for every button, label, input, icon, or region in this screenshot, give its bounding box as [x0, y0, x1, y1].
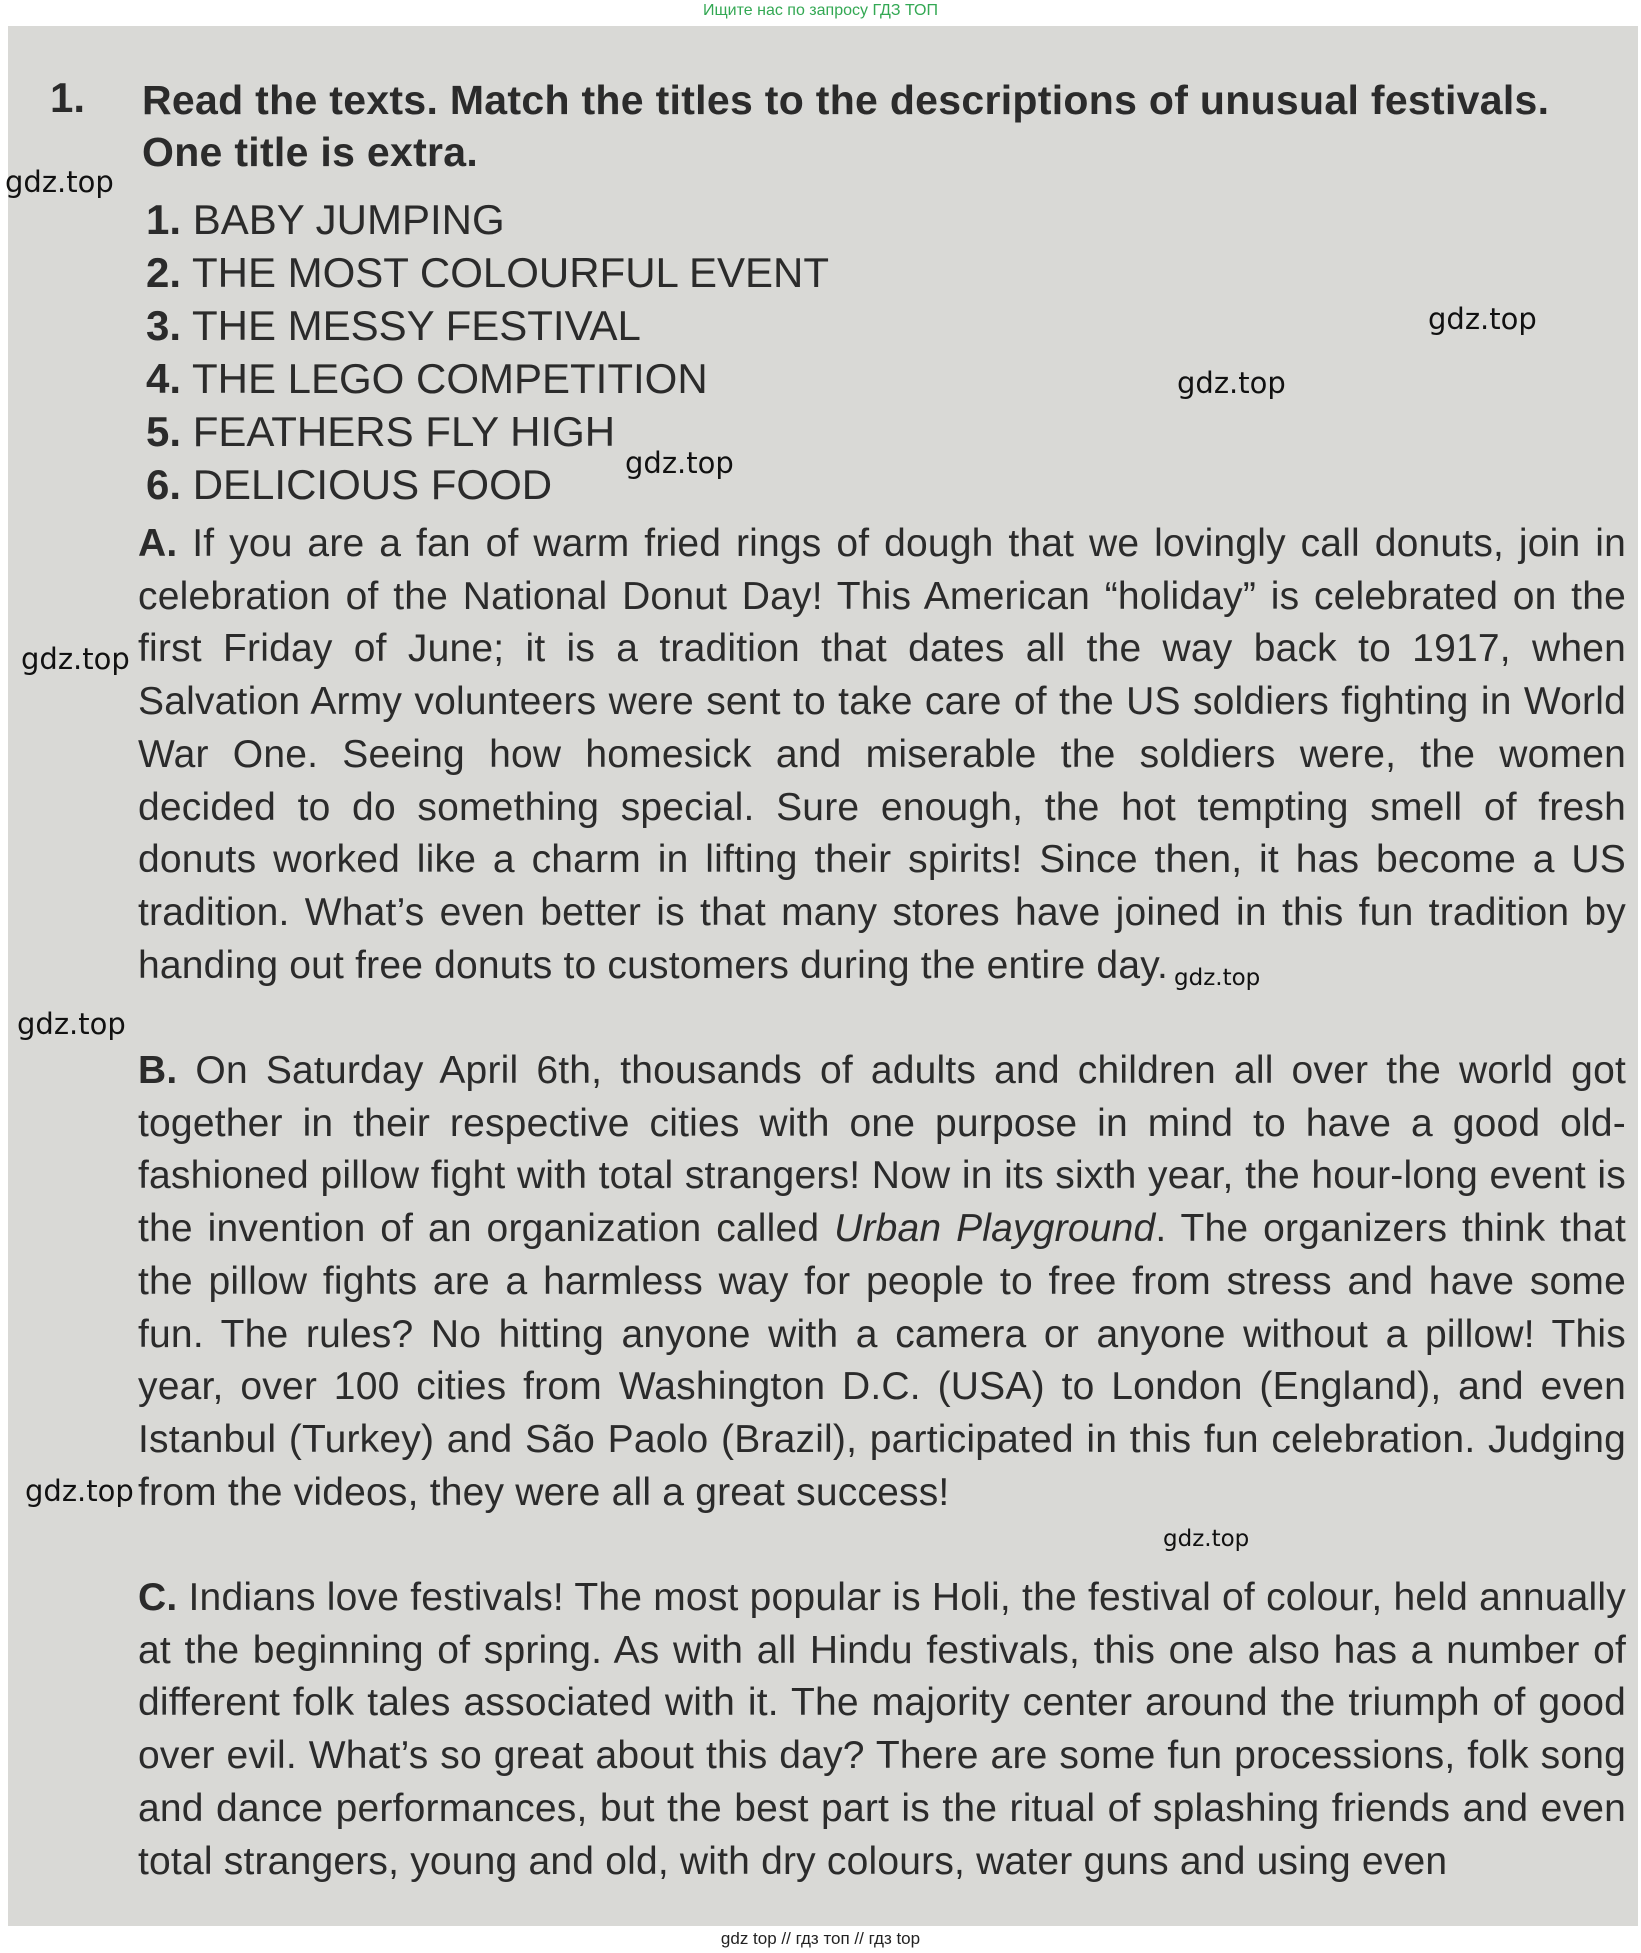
- text-b-organization: Urban Playground: [834, 1207, 1156, 1251]
- text-a-body: If you are a fan of warm fried rings of dough that we lovingly call donuts, join in celebration of the National Donut Day! This American “holiday” is celebrated on the first Friday of June; it is a tradition that dates all the way back to 1917, when Salvation Army volunteers were sent to take care of the US soldiers fighting in World War One. Seeing how homesick and miserable the soldiers were, the women decided to do something special. Sure enough, the hot tempting smell of fresh donuts worked like a charm in lifting their spirits! Since then, it has become a US tradition. What’s even better is that many stores have joined in this fun tradition by handing out free donuts to customers during the entire day.: [138, 522, 1626, 987]
- title-text: DELICIOUS FOOD: [192, 461, 553, 508]
- text-a: [138, 518, 1626, 992]
- title-text: FEATHERS FLY HIGH: [192, 408, 616, 455]
- title-number: 3.: [146, 302, 182, 349]
- watermark: gdz.top: [1177, 366, 1286, 400]
- title-text: BABY JUMPING: [192, 196, 505, 243]
- title-text: THE MOST COLOURFUL EVENT: [191, 249, 830, 296]
- title-number: 5.: [146, 408, 182, 455]
- textbook-page-scan: [8, 26, 1638, 1926]
- watermark: gdz.top: [1163, 1526, 1250, 1552]
- text-c-letter: C.: [138, 1576, 178, 1619]
- title-number: 6.: [146, 461, 182, 508]
- watermark: gdz.top: [625, 446, 734, 480]
- title-number: 2.: [146, 249, 182, 296]
- exercise-instruction: Read the texts. Match the titles to the descriptions of unusual festivals. One title is extra.: [142, 77, 1550, 175]
- watermark: gdz.top: [5, 165, 114, 199]
- text-b-body-start: On Saturday April 6th, thousands of adults and children all over the world got together in their respective cities with one purpose in mind to have a good old-fashioned pillow fight with total strangers! Now in its sixth year, the hour-long event is the invention of an organization called: [138, 1049, 1626, 1251]
- watermark: gdz.top: [21, 642, 130, 676]
- title-item: [146, 299, 829, 352]
- watermark: gdz.top: [25, 1474, 134, 1508]
- top-banner[interactable]: Ищите нас по запросу ГДЗ ТОП: [703, 2, 938, 19]
- text-c-body: Indians love festivals! The most popular is Holi, the festival of colour, held annually at the beginning of spring. As with all Hindu festivals, this one also has a number of different folk tales associated with it. The majority center around the triumph of good over evil. What’s so great about this day? There are some fun processions, folk song and dance performances, but the best part is the ritual of splashing friends and even total strangers, young and old, with dry colours, water guns and using even: [138, 1576, 1626, 1883]
- text-b-body-end: . The organizers think that the pillow fights are a harmless way for people to free from stress and have some fun. The rules? No hitting anyone with a camera or anyone without a pillow! This year, over 100 cities from Washington D.C. (USA) to London (England), and even Istanbul (Turkey) and São Paolo (Brazil), participated in this fun celebration. Judging from the videos, they were all a great success!: [138, 1207, 1626, 1514]
- watermark: gdz.top: [1174, 965, 1261, 991]
- title-item: [146, 246, 829, 299]
- title-item: [146, 193, 829, 246]
- watermark: gdz.top: [17, 1007, 126, 1041]
- title-item: [146, 352, 829, 405]
- title-number: 4.: [146, 355, 182, 402]
- exercise-number: 1.: [50, 74, 86, 121]
- title-number: 1.: [146, 196, 182, 243]
- text-b-letter: B.: [138, 1049, 178, 1092]
- text-c: [138, 1572, 1626, 1888]
- watermark: gdz.top: [1428, 302, 1537, 336]
- text-b: [138, 1045, 1626, 1519]
- text-a-letter: A.: [138, 522, 178, 565]
- title-text: THE LEGO COMPETITION: [191, 355, 708, 402]
- title-text: THE MESSY FESTIVAL: [191, 302, 641, 349]
- bottom-banner: gdz top // гдз топ // гдз top: [720, 1929, 921, 1948]
